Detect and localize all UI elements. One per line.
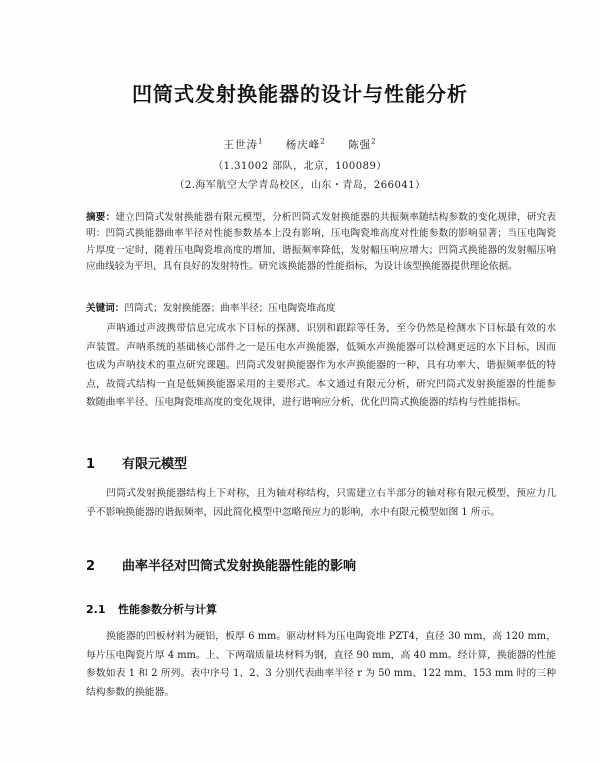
keywords xyxy=(86,300,556,314)
model-paragraph xyxy=(86,485,556,522)
section-title: 曲率半径对凹筒式发射换能器性能的影响 xyxy=(122,559,357,574)
section-heading-2 xyxy=(86,555,356,574)
abstract xyxy=(86,210,556,275)
subsection-heading-2-1 xyxy=(86,601,217,617)
section-number: 2 xyxy=(86,559,96,574)
keywords-label: 关键词： xyxy=(86,303,125,314)
section-title: 有限元模型 xyxy=(122,457,188,472)
section-number: 1 xyxy=(86,457,96,472)
keywords-text: 凹筒式；发射换能器；曲率半径；压电陶瓷堆高度 xyxy=(124,303,336,314)
intro-text: 声呐通过声波携带信息完成水下目标的探测、识别和跟踪等任务，至今仍然是检测水下目标最有效的水声装置。声呐系统的基础核心部件之一是压电水声换能器，低频水声换能器可以检测更远的水下目标，因而也成为声呐技术的重点研究课题。凹筒式发射换能器作为水声换能器的一种，具有功率大、谐振频率低的特点，故简式结构一直是低频换能器采用的主要形式。本文通过有限元分析，研究凹筒式发射换能器的性能参数随曲率半径、压电陶瓷堆高度的变化规律，进行谐响应分析，优化凹筒式换能器的结构与性能指标。 xyxy=(86,323,556,408)
section-heading-1 xyxy=(86,453,187,472)
subsection-title: 性能参数分析与计算 xyxy=(118,603,217,616)
affiliation-1: （1.31002 部队，北京，100089） xyxy=(213,161,387,172)
author: 王世涛$^1$ xyxy=(223,137,264,151)
affiliation-2: （2.海军航空大学青岛校区，山东・青岛，266041） xyxy=(174,180,426,191)
calc-paragraph xyxy=(86,628,556,702)
abstract-label: 摘要： xyxy=(86,212,116,223)
model-text: 凹筒式发射换能器结构上下对称，且为轴对称结构，只需建立右半部分的轴对称有限元模型，预应力几乎不影响换能器的谐振频率，因此简化模型中忽略预应力的影响，水中有限元模型如图 1 所示。 xyxy=(86,488,556,518)
author: 陈强$^2$ xyxy=(348,137,377,151)
abstract-text: 建立凹筒式发射换能器有限元模型，分析凹筒式发射换能器的共振频率随结构参数的变化规律，研究表明：凹筒式换能器曲率半径对性能参数基本上没有影响，压电陶瓷堆高度对性能参数的影响显著；当压电陶瓷片厚度一定时，随着压电陶瓷堆高度的增加，谐振频率降低，发射幅压响应增大；凹筒式换能器的发射幅压响应曲线较为平坦，具有良好的发射特性。研究该换能器的性能指标，为设计该型换能器提供理论依据。 xyxy=(86,212,557,272)
paper-title: 凹筒式发射换能器的设计与性能分析 xyxy=(132,82,468,106)
subsection-number: 2.1 xyxy=(86,603,106,616)
calc-text: 换能器的凹板材料为硬铝，板厚 6 mm。驱动材料为压电陶瓷堆 PZT4，直径 30 mm，高 120 mm，每片压电陶瓷片厚 4 mm。上、下两端质量块材料为钢，直径 90 mm，高 40 mm。经计算，换能器的性能参数如表 1 和 2 所列。表中序号 1、2、3 分别代表曲率半径 r 为 50 mm、122 mm、153 mm 时的三种结构参数的换能器。 xyxy=(86,631,556,698)
author: 杨庆峰$^2$ xyxy=(285,137,326,151)
author-list xyxy=(0,137,600,152)
intro-paragraph xyxy=(86,320,556,413)
